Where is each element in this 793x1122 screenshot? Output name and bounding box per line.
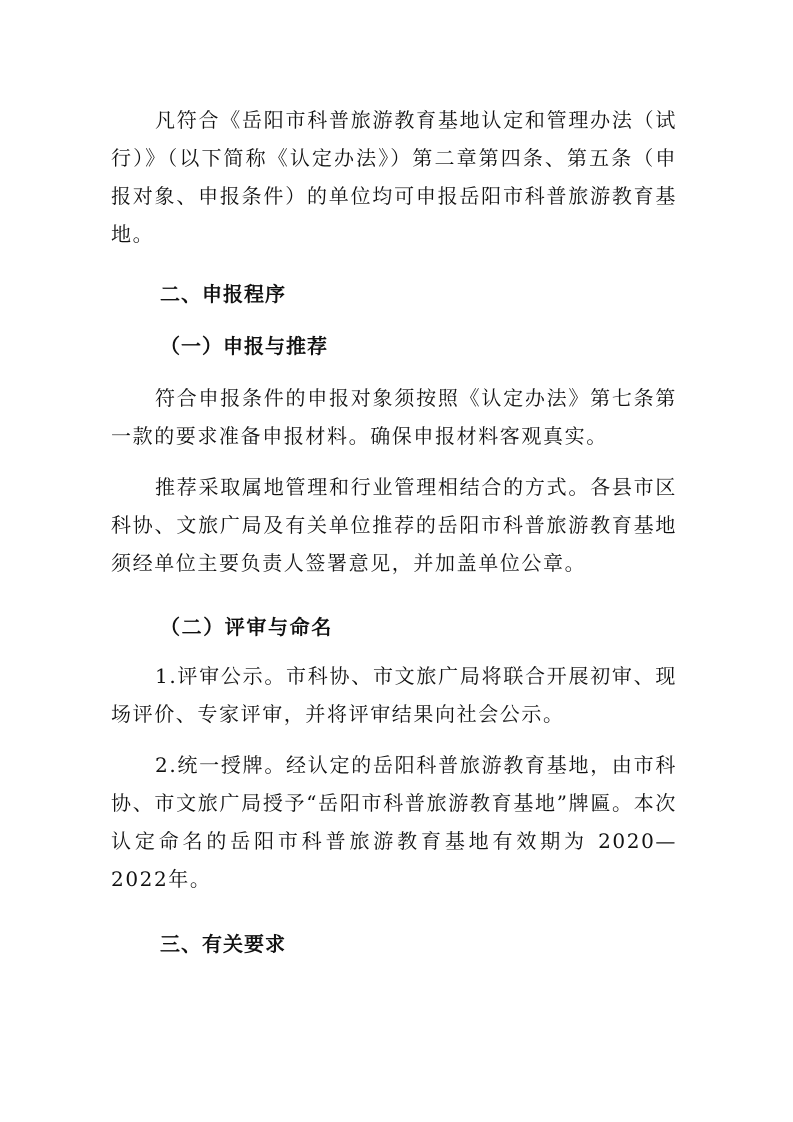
section-heading-requirements: 三、有关要求 — [160, 932, 286, 956]
paragraph-eligibility: 凡符合《岳阳市科普旅游教育基地认定和管理办法（试行）》（以下简称《认定办法》）第二章第四条、第五条（申报对象、申报条件）的单位均可申报岳阳市科普旅游教育基地。 — [111, 108, 677, 246]
paragraph-review-publicity: 1.评审公示。市科协、市文旅广局将联合开展初审、现场评价、专家评审，并将评审结果向社会公示。 — [111, 664, 677, 726]
subsection-heading-review-naming: （二）评审与命名 — [160, 615, 333, 639]
section-heading-application-procedure: 二、申报程序 — [160, 282, 286, 306]
subsection-heading-application-recommendation: （一）申报与推荐 — [160, 334, 328, 358]
paragraph-recommendation-method: 推荐采取属地管理和行业管理相结合的方式。各县市区科协、文旅广局及有关单位推荐的岳阳市科普旅游教育基地须经单位主要负责人签署意见，并加盖单位公章。 — [111, 475, 677, 575]
paragraph-application-materials: 符合申报条件的申报对象须按照《认定办法》第七条第一款的要求准备申报材料。确保申报材料客观真实。 — [111, 386, 677, 448]
paragraph-unified-award: 2.统一授牌。经认定的岳阳科普旅游教育基地，由市科协、市文旅广局授予“岳阳市科普旅游教育基地”牌匾。本次认定命名的岳阳市科普旅游教育基地有效期为 2020—2022年。 — [111, 753, 677, 891]
